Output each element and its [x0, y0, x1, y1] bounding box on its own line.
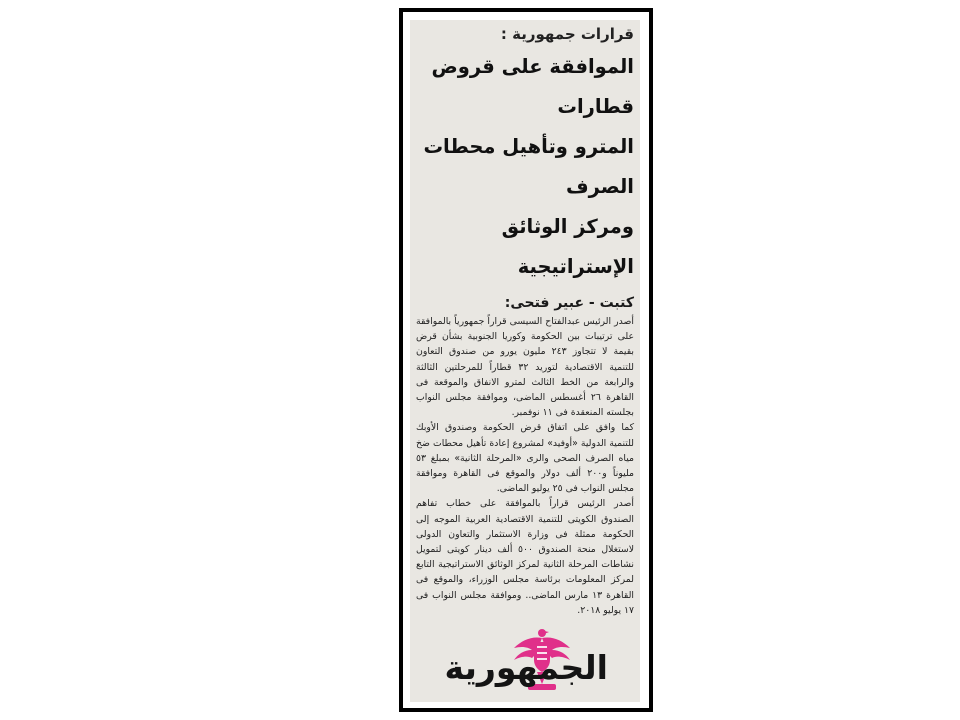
- headline: [416, 47, 634, 287]
- article-paragraph-3: أصدر الرئيس قراراً بالموافقة على خطاب تفاهم الصندوق الكويتى للتنمية الاقتصادية العربية الموجه إلى الحكومة ممثلة فى وزارة الاستثمار والتعاون الدولى لاستغلال منحة الصندوق ٥٠٠ ألف دينار كويتى لتمويل نشاطات المرحلة الثانية لمركز الوثائق الاستراتيجية التابع لمركز المعلومات برئاسة مجلس الوزراء، والموقع فى القاهرة ١٣ مارس الماضى.. وموافقة مجلس النواب فى ١٧ يوليو ٢٠١٨.: [416, 498, 635, 616]
- newspaper-clipping: [410, 20, 640, 702]
- article-paragraph-1: أصدر الرئيس عبدالفتاح السيسى قراراً جمهورياً بالموافقة على ترتيبات بين الحكومة وكوريا الجنوبية بشأن قرض بقيمة لا تتجاوز ٢٤٣ مليون يورو من صندوق التعاون للتنمية الاقتصادية لتوريد ٣٢ قطاراً للمرحلتين الثالثة والرابعة من الخط الثالث لمترو الانفاق والموقعة فى القاهرة ٢٦ أغسطس الماضى، وموافقة مجلس النواب بجلسته المنعقدة فى ١١ نوفمبر.: [416, 316, 634, 419]
- section-label: قرارات جمهورية :: [500, 25, 634, 43]
- headline-line-2: المترو وتأهيل محطات الصرف: [423, 135, 634, 198]
- article-paragraph-2: كما وافق على اتفاق قرض الحكومة وصندوق الأوبك للتنمية الدولية «أوفيد» لمشروع إعادة تأهيل محطات ضخ مياه الصرف الصحى والرى «المرحلة الثانية» بمبلغ ٥٣ مليوناً و٢٠٠ ألف دولار والموقع فى القاهرة وموافقة مجلس النواب فى ٢٥ يوليو الماضى.: [416, 422, 635, 495]
- masthead-logo-text: الجمهورية: [444, 648, 608, 687]
- byline: كتبت - عبير فتحى:: [504, 295, 634, 311]
- headline-line-3: ومركز الوثائق الإستراتيجية: [501, 215, 634, 278]
- masthead-logo: [410, 626, 640, 698]
- article-body: [416, 314, 634, 618]
- headline-line-1: الموافقة على قروض قطارات: [431, 55, 634, 118]
